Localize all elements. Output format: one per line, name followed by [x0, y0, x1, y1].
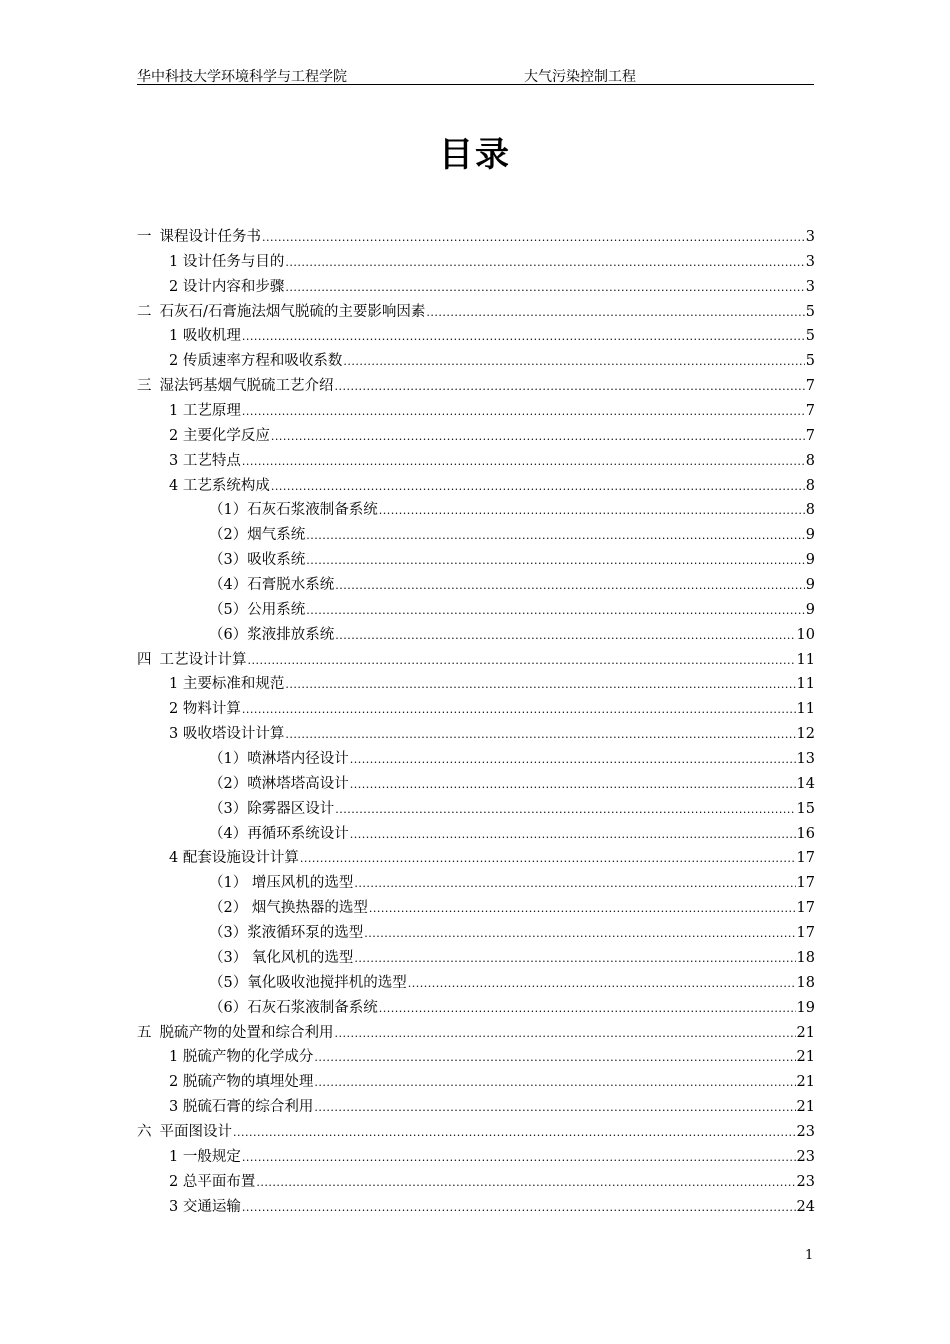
toc-leader-dots [335, 380, 805, 393]
toc-entry-page: 3 [805, 229, 815, 245]
toc-entry-page: 8 [805, 452, 815, 469]
toc-entry-label: 2 传质速率方程和吸收系数 [169, 353, 343, 370]
toc-entry-page: 3 [805, 253, 815, 270]
header-course: 大气污染控制工程 [524, 69, 636, 85]
toc-entry-number: 六 [137, 1123, 152, 1140]
toc-entry[interactable] [137, 523, 815, 548]
toc-entry[interactable] [137, 672, 815, 697]
toc-leader-dots [285, 728, 795, 741]
toc-entry-page: 3 [805, 278, 815, 295]
toc-entry[interactable] [137, 1070, 815, 1095]
toc-leader-dots [354, 952, 795, 965]
toc-entry-label: 1 工艺原理 [169, 403, 241, 420]
toc-entry[interactable] [137, 1145, 815, 1170]
toc-leader-dots [379, 504, 805, 517]
toc-entry-label: （6）石灰石浆液制备系统 [209, 999, 378, 1016]
toc-entry-label: （2）喷淋塔塔高设计 [209, 775, 349, 792]
toc-entry-label: （3）浆液循环泵的选型 [209, 925, 364, 942]
toc-entry[interactable] [137, 697, 815, 722]
toc-entry-label: 1 主要标准和规范 [169, 676, 285, 693]
toc-leader-dots [285, 281, 804, 294]
toc-entry-page: 5 [805, 303, 815, 320]
toc-entry[interactable] [137, 846, 815, 871]
toc-leader-dots [408, 977, 796, 990]
toc-entry-label: 2 设计内容和步骤 [169, 278, 285, 295]
toc-entry[interactable] [137, 324, 815, 349]
toc-entry-label: 1 吸收机理 [169, 328, 241, 345]
toc-leader-dots [314, 1101, 795, 1114]
toc-entry-label: 2 总平面布置 [169, 1173, 256, 1190]
toc-entry-page: 23 [796, 1173, 815, 1190]
toc-entry[interactable] [137, 822, 815, 847]
toc-entry[interactable] [137, 598, 815, 623]
toc-leader-dots [350, 778, 796, 791]
toc-title: 目录 [439, 135, 511, 175]
toc-entry-label: （3） 氧化风机的选型 [209, 949, 354, 966]
toc-leader-dots [271, 480, 805, 493]
toc-entry-page: 7 [805, 378, 815, 395]
toc-entry-label: 湿法钙基烟气脱硫工艺介绍 [159, 378, 334, 395]
toc-leader-dots [242, 703, 796, 716]
toc-entry[interactable] [137, 1120, 815, 1145]
toc-leader-dots [306, 554, 805, 567]
toc-entry-page: 23 [796, 1123, 815, 1140]
toc-entry-page: 7 [805, 427, 815, 444]
toc-entry-page: 17 [796, 875, 815, 892]
toc-leader-dots [262, 231, 805, 244]
toc-entry[interactable] [137, 871, 815, 896]
toc-entry-page: 9 [805, 527, 815, 544]
page-number: 1 [805, 1248, 814, 1263]
toc-entry-page: 21 [796, 1049, 815, 1066]
toc-entry[interactable] [137, 971, 815, 996]
toc-entry-page: 17 [796, 900, 815, 917]
toc-entry-label: （2）烟气系统 [209, 527, 306, 544]
toc-entry[interactable] [137, 399, 815, 424]
toc-leader-dots [306, 529, 805, 542]
toc-entry-label: （1）石灰石浆液制备系统 [209, 502, 378, 519]
toc-entry-label: （6）浆液排放系统 [209, 626, 335, 643]
toc-entry[interactable] [137, 424, 815, 449]
toc-entry-number: 四 [137, 651, 152, 668]
toc-leader-dots [350, 753, 796, 766]
toc-entry-page: 15 [796, 800, 815, 817]
toc-leader-dots [242, 1201, 796, 1214]
page-header [137, 64, 814, 85]
toc-leader-dots [233, 1126, 796, 1139]
toc-entry-label: 3 工艺特点 [169, 452, 241, 469]
toc-entry-label: 脱硫产物的处置和综合利用 [159, 1024, 334, 1041]
toc-entry-label: （3）除雾器区设计 [209, 800, 335, 817]
toc-entry-label: （5）公用系统 [209, 601, 306, 618]
toc-entry[interactable] [137, 772, 815, 797]
toc-entry[interactable] [137, 474, 815, 499]
toc-entry-page: 18 [796, 974, 815, 991]
toc-leader-dots [364, 927, 795, 940]
toc-leader-dots [335, 803, 795, 816]
toc-entry-page: 19 [796, 999, 815, 1016]
toc-entry-page: 7 [805, 403, 815, 420]
toc-leader-dots [426, 306, 804, 319]
toc-entry-number: 五 [137, 1024, 152, 1041]
toc-entry[interactable] [137, 275, 815, 300]
toc-entry-page: 9 [805, 552, 815, 569]
toc-entry[interactable] [137, 498, 815, 523]
toc-leader-dots [300, 852, 796, 865]
toc-entry-label: 2 主要化学反应 [169, 427, 270, 444]
toc-entry-page: 8 [805, 502, 815, 519]
toc-entry[interactable] [137, 573, 815, 598]
toc-entry-label: 工艺设计计算 [159, 651, 247, 668]
toc-entry-page: 11 [796, 676, 815, 693]
toc-leader-dots [285, 678, 795, 691]
toc-entry[interactable] [137, 1095, 815, 1120]
header-institution: 华中科技大学环境科学与工程学院 [137, 69, 347, 85]
toc-leader-dots [242, 455, 805, 468]
toc-entry-page: 14 [796, 775, 815, 792]
toc-entry-label: 1 设计任务与目的 [169, 253, 285, 270]
toc-entry-page: 21 [796, 1099, 815, 1116]
table-of-contents [137, 225, 815, 1219]
toc-entry-label: 1 脱硫产物的化学成分 [169, 1049, 314, 1066]
toc-entry-label: 2 脱硫产物的填埋处理 [169, 1074, 314, 1091]
toc-entry-page: 21 [796, 1074, 815, 1091]
toc-entry[interactable] [137, 946, 815, 971]
toc-entry-label: （3）吸收系统 [209, 552, 306, 569]
toc-entry[interactable] [137, 1021, 815, 1046]
toc-entry[interactable] [137, 225, 815, 250]
toc-entry-label: 平面图设计 [159, 1123, 232, 1140]
toc-leader-dots [314, 1051, 795, 1064]
toc-entry[interactable] [137, 349, 815, 374]
toc-entry-label: （1）喷淋塔内径设计 [209, 751, 349, 768]
toc-entry[interactable] [137, 300, 815, 325]
toc-entry-label: 3 吸收塔设计计算 [169, 726, 285, 743]
toc-entry-number: 二 [137, 303, 152, 320]
toc-leader-dots [335, 1027, 796, 1040]
toc-entry[interactable] [137, 896, 815, 921]
toc-entry-page: 11 [796, 651, 815, 668]
toc-entry-page: 10 [796, 626, 815, 643]
toc-leader-dots [369, 902, 796, 915]
toc-entry[interactable] [137, 449, 815, 474]
toc-entry[interactable] [137, 1045, 815, 1070]
toc-leader-dots [242, 330, 805, 343]
toc-entry[interactable] [137, 374, 815, 399]
toc-entry[interactable] [137, 722, 815, 747]
toc-leader-dots [242, 405, 805, 418]
toc-entry-page: 9 [805, 577, 815, 594]
toc-leader-dots [350, 828, 796, 841]
toc-entry-page: 24 [796, 1198, 815, 1215]
toc-entry[interactable] [137, 250, 815, 275]
toc-entry-page: 16 [796, 825, 815, 842]
toc-entry-label: 石灰石/石膏施法烟气脱硫的主要影响因素 [159, 303, 426, 320]
toc-entry-label: （4）再循环系统设计 [209, 825, 349, 842]
toc-leader-dots [335, 579, 805, 592]
toc-entry[interactable] [137, 797, 815, 822]
toc-entry-label: 1 一般规定 [169, 1148, 241, 1165]
toc-entry[interactable] [137, 921, 815, 946]
toc-entry[interactable] [137, 1195, 815, 1220]
toc-entry-label: 4 工艺系统构成 [169, 477, 270, 494]
toc-entry-page: 8 [805, 477, 815, 494]
toc-entry[interactable] [137, 996, 815, 1021]
toc-entry[interactable] [137, 747, 815, 772]
toc-entry-page: 23 [796, 1148, 815, 1165]
toc-entry[interactable] [137, 1170, 815, 1195]
toc-entry-page: 17 [796, 925, 815, 942]
toc-entry-page: 11 [796, 701, 815, 718]
toc-entry-number: 三 [137, 378, 152, 395]
toc-entry-number: 一 [137, 229, 152, 245]
toc-entry-label: 3 脱硫石膏的综合利用 [169, 1099, 314, 1116]
toc-leader-dots [242, 1151, 796, 1164]
toc-leader-dots [335, 629, 795, 642]
toc-entry-page: 18 [796, 949, 815, 966]
toc-entry-label: 3 交通运输 [169, 1198, 241, 1215]
toc-entry-page: 9 [805, 601, 815, 618]
toc-entry-page: 5 [805, 353, 815, 370]
toc-leader-dots [354, 877, 795, 890]
toc-leader-dots [379, 1002, 796, 1015]
toc-entry-page: 17 [796, 850, 815, 867]
toc-leader-dots [256, 1176, 795, 1189]
toc-entry-page: 21 [796, 1024, 815, 1041]
toc-entry-page: 12 [796, 726, 815, 743]
toc-entry-label: （2） 烟气换热器的选型 [209, 900, 368, 917]
toc-entry[interactable] [137, 623, 815, 648]
toc-entry-label: （5）氧化吸收池搅拌机的选型 [209, 974, 407, 991]
toc-leader-dots [306, 604, 805, 617]
toc-entry[interactable] [137, 548, 815, 573]
toc-leader-dots [314, 1076, 795, 1089]
toc-entry-page: 5 [805, 328, 815, 345]
toc-entry-label: 4 配套设施设计计算 [169, 850, 299, 867]
toc-leader-dots [248, 654, 796, 667]
toc-entry-page: 13 [796, 751, 815, 768]
toc-entry-label: 课程设计任务书 [159, 229, 261, 245]
toc-entry-label: （1） 增压风机的选型 [209, 875, 354, 892]
toc-leader-dots [343, 355, 804, 368]
toc-entry[interactable] [137, 648, 815, 673]
toc-entry-label: 2 物料计算 [169, 701, 241, 718]
toc-leader-dots [285, 256, 804, 269]
toc-leader-dots [271, 430, 805, 443]
toc-entry-label: （4）石膏脱水系统 [209, 577, 335, 594]
